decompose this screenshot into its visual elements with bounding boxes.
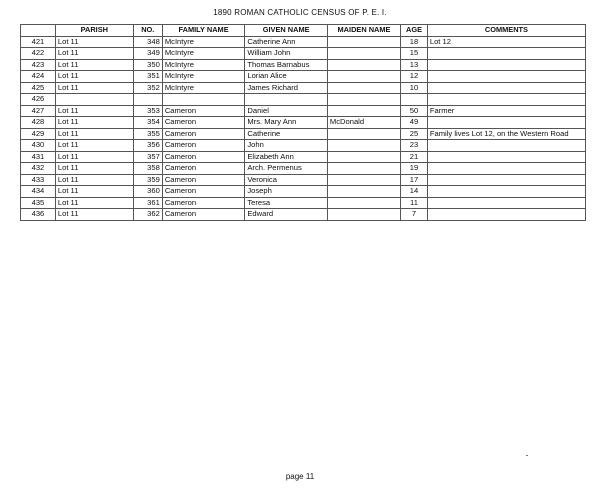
table-row xyxy=(21,186,586,198)
comments-cell xyxy=(427,186,585,198)
no-cell: 349 xyxy=(133,48,162,60)
table-row xyxy=(21,82,586,94)
no-cell: 348 xyxy=(133,36,162,48)
header-comments: COMMENTS xyxy=(427,25,585,37)
given-name-cell: Lorian Alice xyxy=(245,71,328,83)
maiden-name-cell xyxy=(327,186,400,198)
no-cell: 350 xyxy=(133,59,162,71)
comments-cell: Family lives Lot 12, on the Western Road xyxy=(427,128,585,140)
maiden-name-cell xyxy=(327,105,400,117)
maiden-name-cell xyxy=(327,71,400,83)
parish-cell: Lot 11 xyxy=(55,197,133,209)
age-cell: 49 xyxy=(401,117,428,129)
age-cell: 11 xyxy=(401,197,428,209)
family-name-cell: Cameron xyxy=(162,186,245,198)
table-row xyxy=(21,71,586,83)
comments-cell xyxy=(427,48,585,60)
no-cell: 354 xyxy=(133,117,162,129)
age-cell: 15 xyxy=(401,48,428,60)
no-cell: 358 xyxy=(133,163,162,175)
row-number-cell: 428 xyxy=(21,117,56,129)
maiden-name-cell xyxy=(327,209,400,221)
maiden-name-cell xyxy=(327,151,400,163)
no-cell: 359 xyxy=(133,174,162,186)
row-number-cell: 425 xyxy=(21,82,56,94)
given-name-cell: Arch. Permenus xyxy=(245,163,328,175)
table-row xyxy=(21,128,586,140)
maiden-name-cell xyxy=(327,48,400,60)
age-cell: 7 xyxy=(401,209,428,221)
family-name-cell: McIntyre xyxy=(162,82,245,94)
parish-cell: Lot 11 xyxy=(55,71,133,83)
header-parish: PARISH xyxy=(55,25,133,37)
family-name-cell: Cameron xyxy=(162,209,245,221)
family-name-cell: Cameron xyxy=(162,151,245,163)
no-cell: 362 xyxy=(133,209,162,221)
maiden-name-cell xyxy=(327,197,400,209)
no-cell: 353 xyxy=(133,105,162,117)
parish-cell: Lot 11 xyxy=(55,105,133,117)
table-row xyxy=(21,59,586,71)
maiden-name-cell xyxy=(327,163,400,175)
maiden-name-cell xyxy=(327,174,400,186)
given-name-cell: Edward xyxy=(245,209,328,221)
header-row-number xyxy=(21,25,56,37)
family-name-cell: Cameron xyxy=(162,197,245,209)
table-row xyxy=(21,197,586,209)
family-name-cell: McIntyre xyxy=(162,59,245,71)
comments-cell xyxy=(427,197,585,209)
no-cell: 361 xyxy=(133,197,162,209)
no-cell: 352 xyxy=(133,82,162,94)
no-cell: 356 xyxy=(133,140,162,152)
row-number-cell: 426 xyxy=(21,94,56,106)
comments-cell xyxy=(427,163,585,175)
family-name-cell xyxy=(162,94,245,106)
parish-cell: Lot 11 xyxy=(55,82,133,94)
row-number-cell: 423 xyxy=(21,59,56,71)
given-name-cell: Catherine Ann xyxy=(245,36,328,48)
scan-speck xyxy=(526,455,528,456)
header-given-name: GIVEN NAME xyxy=(245,25,328,37)
no-cell: 360 xyxy=(133,186,162,198)
age-cell: 18 xyxy=(401,36,428,48)
comments-cell: Farmer xyxy=(427,105,585,117)
family-name-cell: Cameron xyxy=(162,140,245,152)
no-cell: 357 xyxy=(133,151,162,163)
age-cell: 23 xyxy=(401,140,428,152)
maiden-name-cell xyxy=(327,59,400,71)
family-name-cell: McIntyre xyxy=(162,48,245,60)
maiden-name-cell xyxy=(327,36,400,48)
table-row xyxy=(21,36,586,48)
age-cell: 14 xyxy=(401,186,428,198)
age-cell: 50 xyxy=(401,105,428,117)
comments-cell xyxy=(427,151,585,163)
table-row xyxy=(21,105,586,117)
comments-cell xyxy=(427,209,585,221)
comments-cell xyxy=(427,59,585,71)
family-name-cell: Cameron xyxy=(162,117,245,129)
parish-cell: Lot 11 xyxy=(55,186,133,198)
table-row xyxy=(21,209,586,221)
header-family-name: FAMILY NAME xyxy=(162,25,245,37)
age-cell: 17 xyxy=(401,174,428,186)
given-name-cell: Elizabeth Ann xyxy=(245,151,328,163)
parish-cell: Lot 11 xyxy=(55,48,133,60)
maiden-name-cell xyxy=(327,82,400,94)
given-name-cell: Catherine xyxy=(245,128,328,140)
given-name-cell xyxy=(245,94,328,106)
comments-cell xyxy=(427,140,585,152)
age-cell: 25 xyxy=(401,128,428,140)
row-number-cell: 435 xyxy=(21,197,56,209)
parish-cell: Lot 11 xyxy=(55,140,133,152)
page-number: page 11 xyxy=(285,472,315,481)
parish-cell: Lot 11 xyxy=(55,128,133,140)
page-title: 1890 ROMAN CATHOLIC CENSUS OF P. E. I. xyxy=(213,8,387,17)
age-cell xyxy=(401,94,428,106)
age-cell: 12 xyxy=(401,71,428,83)
given-name-cell: John xyxy=(245,140,328,152)
row-number-cell: 422 xyxy=(21,48,56,60)
given-name-cell: William John xyxy=(245,48,328,60)
age-cell: 19 xyxy=(401,163,428,175)
parish-cell: Lot 11 xyxy=(55,117,133,129)
parish-cell xyxy=(55,94,133,106)
header-no: NO. xyxy=(133,25,162,37)
no-cell: 355 xyxy=(133,128,162,140)
given-name-cell: Mrs. Mary Ann xyxy=(245,117,328,129)
given-name-cell: Daniel xyxy=(245,105,328,117)
comments-cell xyxy=(427,71,585,83)
comments-cell: Lot 12 xyxy=(427,36,585,48)
header-age: AGE xyxy=(401,25,428,37)
comments-cell xyxy=(427,174,585,186)
given-name-cell: Teresa xyxy=(245,197,328,209)
table-row xyxy=(21,48,586,60)
parish-cell: Lot 11 xyxy=(55,209,133,221)
row-number-cell: 431 xyxy=(21,151,56,163)
row-number-cell: 430 xyxy=(21,140,56,152)
parish-cell: Lot 11 xyxy=(55,151,133,163)
row-number-cell: 429 xyxy=(21,128,56,140)
row-number-cell: 424 xyxy=(21,71,56,83)
row-number-cell: 427 xyxy=(21,105,56,117)
given-name-cell: Joseph xyxy=(245,186,328,198)
row-number-cell: 433 xyxy=(21,174,56,186)
maiden-name-cell: McDonald xyxy=(327,117,400,129)
family-name-cell: McIntyre xyxy=(162,71,245,83)
parish-cell: Lot 11 xyxy=(55,163,133,175)
comments-cell xyxy=(427,94,585,106)
table-row xyxy=(21,140,586,152)
parish-cell: Lot 11 xyxy=(55,36,133,48)
table-row xyxy=(21,94,586,106)
family-name-cell: Cameron xyxy=(162,128,245,140)
comments-cell xyxy=(427,117,585,129)
no-cell xyxy=(133,94,162,106)
given-name-cell: Veronica xyxy=(245,174,328,186)
family-name-cell: Cameron xyxy=(162,105,245,117)
header-maiden-name: MAIDEN NAME xyxy=(327,25,400,37)
age-cell: 10 xyxy=(401,82,428,94)
row-number-cell: 421 xyxy=(21,36,56,48)
table-row xyxy=(21,151,586,163)
row-number-cell: 436 xyxy=(21,209,56,221)
table-row xyxy=(21,174,586,186)
age-cell: 21 xyxy=(401,151,428,163)
census-table-body xyxy=(21,36,586,220)
given-name-cell: James Richard xyxy=(245,82,328,94)
family-name-cell: Cameron xyxy=(162,174,245,186)
no-cell: 351 xyxy=(133,71,162,83)
comments-cell xyxy=(427,82,585,94)
family-name-cell: McIntyre xyxy=(162,36,245,48)
family-name-cell: Cameron xyxy=(162,163,245,175)
given-name-cell: Thomas Barnabus xyxy=(245,59,328,71)
census-table xyxy=(20,24,586,221)
table-row xyxy=(21,163,586,175)
table-row xyxy=(21,117,586,129)
row-number-cell: 432 xyxy=(21,163,56,175)
maiden-name-cell xyxy=(327,94,400,106)
parish-cell: Lot 11 xyxy=(55,59,133,71)
row-number-cell: 434 xyxy=(21,186,56,198)
maiden-name-cell xyxy=(327,140,400,152)
maiden-name-cell xyxy=(327,128,400,140)
header-row xyxy=(21,25,586,37)
parish-cell: Lot 11 xyxy=(55,174,133,186)
age-cell: 13 xyxy=(401,59,428,71)
